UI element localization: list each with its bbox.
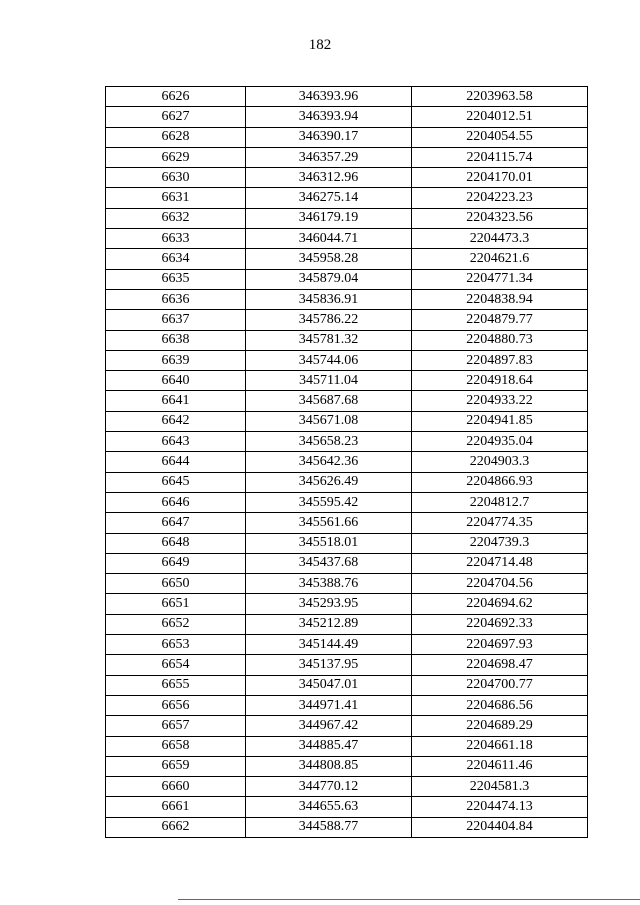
- point-number-cell: 6638: [106, 330, 246, 350]
- point-number-cell: 6656: [106, 695, 246, 715]
- y-coordinate-cell: 2204941.85: [412, 411, 588, 431]
- point-number-cell: 6635: [106, 269, 246, 289]
- y-coordinate-cell: 2204170.01: [412, 168, 588, 188]
- table-row: [106, 249, 588, 269]
- x-coordinate-cell: 346179.19: [246, 208, 412, 228]
- table-row: [106, 472, 588, 492]
- x-coordinate-cell: 344808.85: [246, 756, 412, 776]
- y-coordinate-cell: 2204771.34: [412, 269, 588, 289]
- y-coordinate-cell: 2204611.46: [412, 756, 588, 776]
- y-coordinate-cell: 2204933.22: [412, 391, 588, 411]
- point-number-cell: 6639: [106, 350, 246, 370]
- y-coordinate-cell: 2204812.7: [412, 492, 588, 512]
- x-coordinate-cell: 345687.68: [246, 391, 412, 411]
- table-row: [106, 635, 588, 655]
- table-row: [106, 147, 588, 167]
- table-row: [106, 797, 588, 817]
- x-coordinate-cell: 345388.76: [246, 574, 412, 594]
- table-row: [106, 87, 588, 107]
- table-row: [106, 391, 588, 411]
- y-coordinate-cell: 2204935.04: [412, 432, 588, 452]
- x-coordinate-cell: 346357.29: [246, 147, 412, 167]
- point-number-cell: 6648: [106, 533, 246, 553]
- x-coordinate-cell: 345836.91: [246, 289, 412, 309]
- y-coordinate-cell: 2204694.62: [412, 594, 588, 614]
- x-coordinate-cell: 346275.14: [246, 188, 412, 208]
- y-coordinate-cell: 2204866.93: [412, 472, 588, 492]
- point-number-cell: 6659: [106, 756, 246, 776]
- x-coordinate-cell: 345879.04: [246, 269, 412, 289]
- x-coordinate-cell: 344967.42: [246, 716, 412, 736]
- point-number-cell: 6641: [106, 391, 246, 411]
- y-coordinate-cell: 2204714.48: [412, 553, 588, 573]
- y-coordinate-cell: 2204323.56: [412, 208, 588, 228]
- point-number-cell: 6632: [106, 208, 246, 228]
- coordinates-table: [105, 86, 588, 838]
- y-coordinate-cell: 2204686.56: [412, 695, 588, 715]
- x-coordinate-cell: 346312.96: [246, 168, 412, 188]
- y-coordinate-cell: 2204880.73: [412, 330, 588, 350]
- point-number-cell: 6629: [106, 147, 246, 167]
- x-coordinate-cell: 345293.95: [246, 594, 412, 614]
- x-coordinate-cell: 345658.23: [246, 432, 412, 452]
- point-number-cell: 6652: [106, 614, 246, 634]
- table-row: [106, 229, 588, 249]
- point-number-cell: 6655: [106, 675, 246, 695]
- table-row: [106, 432, 588, 452]
- table-row: [106, 330, 588, 350]
- table-row: [106, 695, 588, 715]
- x-coordinate-cell: 345786.22: [246, 310, 412, 330]
- x-coordinate-cell: 345518.01: [246, 533, 412, 553]
- point-number-cell: 6645: [106, 472, 246, 492]
- x-coordinate-cell: 344971.41: [246, 695, 412, 715]
- table-row: [106, 594, 588, 614]
- table-row: [106, 533, 588, 553]
- table-row: [106, 716, 588, 736]
- table-row: [106, 574, 588, 594]
- y-coordinate-cell: 2204473.3: [412, 229, 588, 249]
- y-coordinate-cell: 2204223.23: [412, 188, 588, 208]
- table-row: [106, 655, 588, 675]
- y-coordinate-cell: 2204621.6: [412, 249, 588, 269]
- table-row: [106, 452, 588, 472]
- table-row: [106, 513, 588, 533]
- x-coordinate-cell: 345642.36: [246, 452, 412, 472]
- point-number-cell: 6660: [106, 777, 246, 797]
- point-number-cell: 6643: [106, 432, 246, 452]
- point-number-cell: 6654: [106, 655, 246, 675]
- x-coordinate-cell: 345744.06: [246, 350, 412, 370]
- x-coordinate-cell: 345561.66: [246, 513, 412, 533]
- point-number-cell: 6662: [106, 817, 246, 837]
- x-coordinate-cell: 345437.68: [246, 553, 412, 573]
- x-coordinate-cell: 345212.89: [246, 614, 412, 634]
- page-number: 182: [308, 37, 332, 53]
- point-number-cell: 6650: [106, 574, 246, 594]
- x-coordinate-cell: 345144.49: [246, 635, 412, 655]
- point-number-cell: 6628: [106, 127, 246, 147]
- table-row: [106, 350, 588, 370]
- point-number-cell: 6630: [106, 168, 246, 188]
- table-row: [106, 269, 588, 289]
- y-coordinate-cell: 2204897.83: [412, 350, 588, 370]
- y-coordinate-cell: 2204700.77: [412, 675, 588, 695]
- y-coordinate-cell: 2204918.64: [412, 371, 588, 391]
- point-number-cell: 6644: [106, 452, 246, 472]
- table-row: [106, 492, 588, 512]
- x-coordinate-cell: 345711.04: [246, 371, 412, 391]
- table-row: [106, 553, 588, 573]
- x-coordinate-cell: 346393.94: [246, 107, 412, 127]
- y-coordinate-cell: 2204115.74: [412, 147, 588, 167]
- point-number-cell: 6640: [106, 371, 246, 391]
- x-coordinate-cell: 345047.01: [246, 675, 412, 695]
- x-coordinate-cell: 346044.71: [246, 229, 412, 249]
- table-row: [106, 188, 588, 208]
- table-row: [106, 817, 588, 837]
- x-coordinate-cell: 345595.42: [246, 492, 412, 512]
- y-coordinate-cell: 2204739.3: [412, 533, 588, 553]
- x-coordinate-cell: 345137.95: [246, 655, 412, 675]
- table-row: [106, 289, 588, 309]
- y-coordinate-cell: 2203963.58: [412, 87, 588, 107]
- y-coordinate-cell: 2204689.29: [412, 716, 588, 736]
- point-number-cell: 6631: [106, 188, 246, 208]
- x-coordinate-cell: 345626.49: [246, 472, 412, 492]
- bottom-rule: [178, 899, 640, 900]
- y-coordinate-cell: 2204704.56: [412, 574, 588, 594]
- table-row: [106, 614, 588, 634]
- point-number-cell: 6637: [106, 310, 246, 330]
- table-row: [106, 736, 588, 756]
- table-row: [106, 168, 588, 188]
- y-coordinate-cell: 2204879.77: [412, 310, 588, 330]
- point-number-cell: 6651: [106, 594, 246, 614]
- x-coordinate-cell: 345958.28: [246, 249, 412, 269]
- y-coordinate-cell: 2204474.13: [412, 797, 588, 817]
- point-number-cell: 6636: [106, 289, 246, 309]
- y-coordinate-cell: 2204581.3: [412, 777, 588, 797]
- x-coordinate-cell: 346390.17: [246, 127, 412, 147]
- point-number-cell: 6634: [106, 249, 246, 269]
- table-row: [106, 107, 588, 127]
- table-row: [106, 675, 588, 695]
- x-coordinate-cell: 344770.12: [246, 777, 412, 797]
- y-coordinate-cell: 2204661.18: [412, 736, 588, 756]
- x-coordinate-cell: 345671.08: [246, 411, 412, 431]
- point-number-cell: 6647: [106, 513, 246, 533]
- table-row: [106, 756, 588, 776]
- point-number-cell: 6642: [106, 411, 246, 431]
- point-number-cell: 6657: [106, 716, 246, 736]
- y-coordinate-cell: 2204903.3: [412, 452, 588, 472]
- x-coordinate-cell: 346393.96: [246, 87, 412, 107]
- y-coordinate-cell: 2204054.55: [412, 127, 588, 147]
- y-coordinate-cell: 2204404.84: [412, 817, 588, 837]
- point-number-cell: 6627: [106, 107, 246, 127]
- y-coordinate-cell: 2204698.47: [412, 655, 588, 675]
- point-number-cell: 6633: [106, 229, 246, 249]
- x-coordinate-cell: 344885.47: [246, 736, 412, 756]
- table-row: [106, 411, 588, 431]
- y-coordinate-cell: 2204697.93: [412, 635, 588, 655]
- point-number-cell: 6661: [106, 797, 246, 817]
- table-row: [106, 777, 588, 797]
- x-coordinate-cell: 344588.77: [246, 817, 412, 837]
- point-number-cell: 6658: [106, 736, 246, 756]
- point-number-cell: 6626: [106, 87, 246, 107]
- table-row: [106, 310, 588, 330]
- y-coordinate-cell: 2204692.33: [412, 614, 588, 634]
- coordinates-table-body: [106, 87, 588, 838]
- point-number-cell: 6646: [106, 492, 246, 512]
- point-number-cell: 6653: [106, 635, 246, 655]
- x-coordinate-cell: 345781.32: [246, 330, 412, 350]
- table-row: [106, 208, 588, 228]
- x-coordinate-cell: 344655.63: [246, 797, 412, 817]
- y-coordinate-cell: 2204012.51: [412, 107, 588, 127]
- y-coordinate-cell: 2204838.94: [412, 289, 588, 309]
- table-row: [106, 127, 588, 147]
- table-row: [106, 371, 588, 391]
- y-coordinate-cell: 2204774.35: [412, 513, 588, 533]
- point-number-cell: 6649: [106, 553, 246, 573]
